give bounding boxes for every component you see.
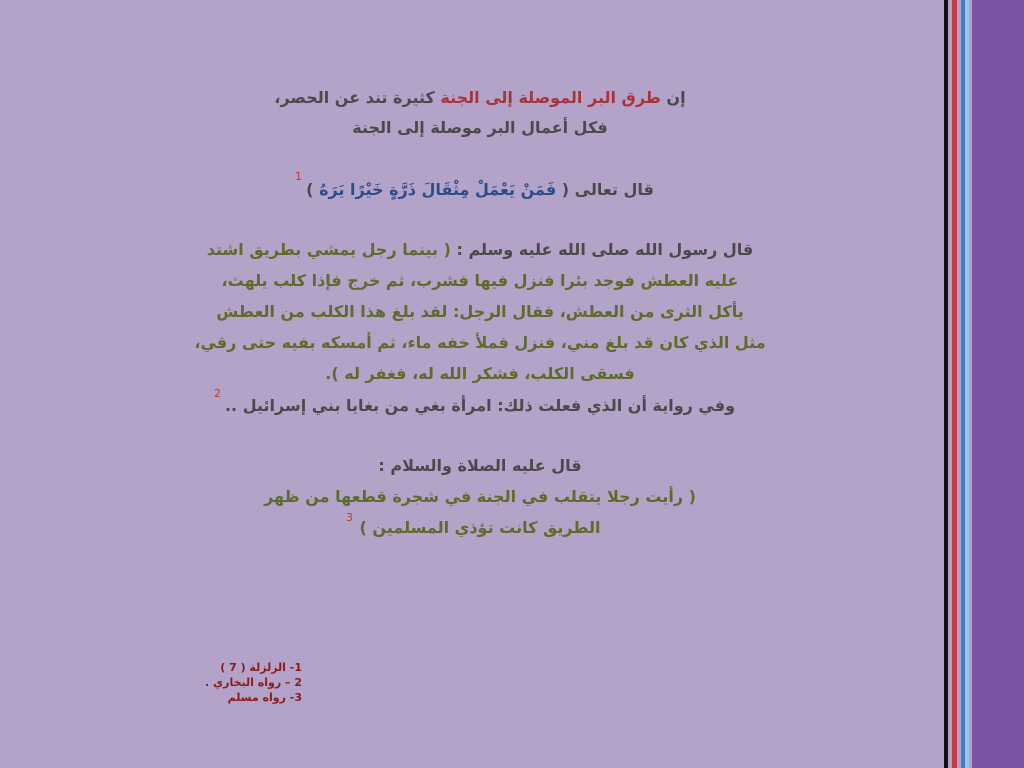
- footnote-1: 1- الزلزلة ( 7 ): [220, 661, 302, 674]
- intro-highlight: طرق البر الموصلة إلى الجنة: [440, 88, 661, 107]
- hadith1-line-5: فسقى الكلب، فشكر الله له، فغفر له ).: [325, 364, 635, 383]
- hadith1-riwaya: وفي رواية أن الذي فعلت ذلك: امرأة بغي من بغايا بني إسرائيل ..: [224, 396, 736, 415]
- intro-line-2: فكل أعمال البر موصلة إلى الجنة: [352, 118, 608, 137]
- hadith1-line-1: قال رسول الله صلى الله عليه وسلم : ( بينما رجل يمشي بطريق اشتد: [206, 240, 754, 259]
- hadith2-ref-number: 3: [346, 511, 353, 524]
- footnote-2: 2 – رواه البخاري .: [205, 676, 302, 689]
- hadith2-line-1: ( رأيت رجلا يتقلب في الجنة في شجرة قطعها من ظهر: [264, 487, 696, 506]
- verse-line: قال تعالى ( فَمَنْ يَعْمَلْ مِثْقَالَ ذَرَّةٍ خَيْرًا يَرَهُ ): [306, 180, 654, 199]
- hadith1-line-2: عليه العطش فوجد بئرا فنزل فيها فشرب، ثم خرج فإذا كلب يلهث،: [221, 271, 739, 290]
- hadith1-ref-number: 2: [214, 387, 221, 400]
- intro-line-1: إن طرق البر الموصلة إلى الجنة كثيرة تند عن الحصر،: [274, 88, 686, 107]
- hadith1-line-3: يأكل الثرى من العطش، فقال الرجل: لقد بلغ هذا الكلب من العطش: [216, 302, 744, 321]
- verse-ref-number: 1: [295, 170, 302, 183]
- hadith1-line-4: مثل الذي كان قد بلغ مني، فنزل فملأ خفه ماء، ثم أمسكه بفيه حتى رقي،: [194, 333, 766, 352]
- verse-text: فَمَنْ يَعْمَلْ مِثْقَالَ ذَرَّةٍ خَيْرًا يَرَهُ: [319, 180, 557, 199]
- hadith2-lead: قال عليه الصلاة والسلام :: [378, 456, 582, 475]
- hadith2-line-2: الطريق كانت تؤذي المسلمين ): [359, 518, 601, 537]
- decorative-side-stripes: [944, 0, 1024, 768]
- footnote-3: 3- رواه مسلم: [227, 691, 302, 704]
